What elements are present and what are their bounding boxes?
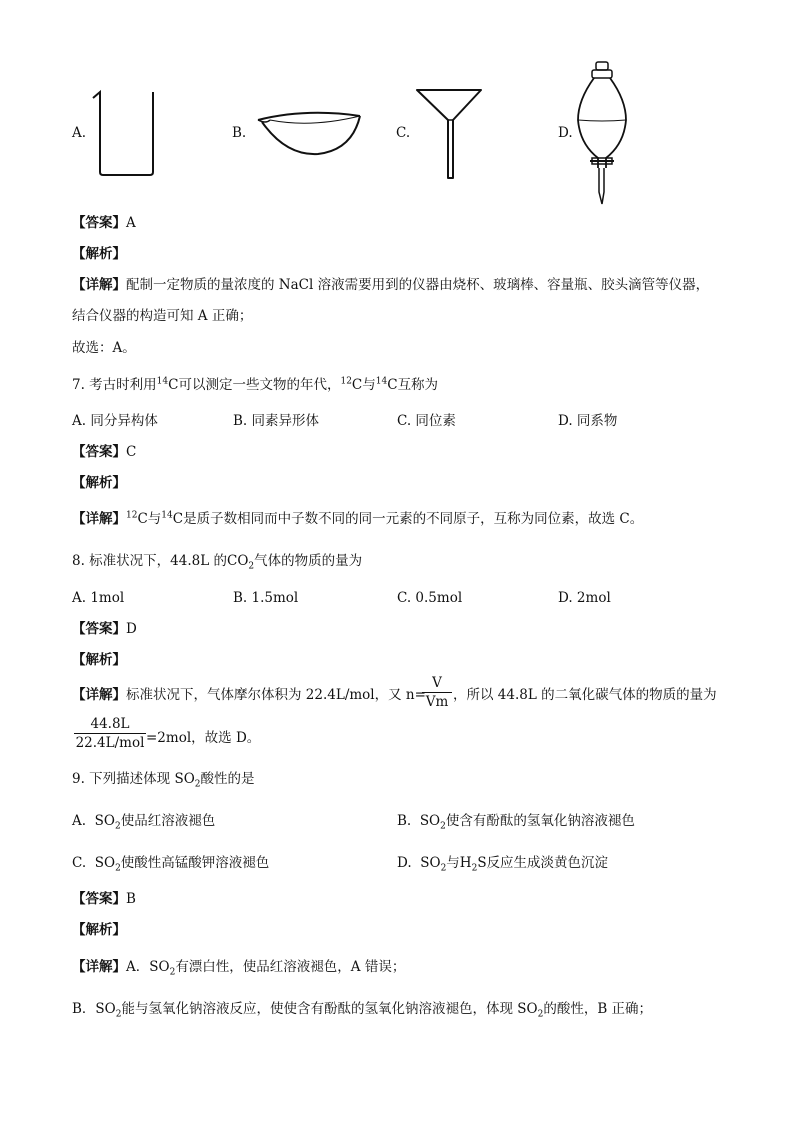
option-letter: C.: [72, 855, 87, 871]
analysis-tag: 【解析】: [72, 475, 126, 491]
option-d-letter: D.: [558, 125, 573, 141]
subscript: 2: [194, 779, 201, 790]
answer-value: A: [126, 215, 136, 231]
q9-option-a: [72, 812, 215, 830]
fraction-v-over-vm: [422, 675, 452, 710]
stem-text: 互称为: [397, 377, 439, 393]
mass-number: 12: [126, 510, 138, 521]
detail-text: B．SO: [72, 1001, 116, 1017]
denominator: 22.4L/mol: [75, 735, 145, 751]
option-text: 使含有酚酞的氢氧化钠溶液褪色: [445, 813, 635, 829]
q7-answer-line: [72, 443, 136, 461]
denominator: Vm: [425, 694, 449, 710]
subscript: 2: [440, 821, 446, 832]
element-symbol: C: [351, 377, 363, 393]
q9-option-b: [397, 812, 635, 830]
q8-option-c: C. 0.5mol: [397, 590, 463, 606]
q8-option-d: D. 2mol: [558, 590, 611, 606]
q8-detail-part2: ，所以 44.8L 的二氧化碳气体的物质的量为: [453, 687, 717, 703]
subscript: 2: [169, 967, 176, 978]
formula: SO: [94, 855, 116, 871]
q7-option-a: A. 同分异构体: [72, 413, 158, 429]
analysis-tag: 【解析】: [72, 652, 126, 668]
option-letter: D.: [397, 855, 412, 871]
q7-stem: [72, 376, 438, 394]
analysis-tag: 【解析】: [72, 246, 126, 262]
answer-value: C: [126, 444, 137, 460]
detail-tag: 【详解】: [72, 959, 126, 975]
subscript: 2: [537, 1009, 544, 1020]
q9-option-d: [397, 854, 608, 872]
formula: SO: [420, 855, 441, 871]
formula: S: [477, 855, 487, 871]
q6-detail-line1: [72, 276, 709, 294]
detail-text: 是质子数相同而中子数不同的同一元素的不同原子，互称为同位素，故选 C。: [183, 511, 644, 527]
option-c-letter: C.: [396, 125, 411, 141]
q9-stem: [72, 770, 255, 788]
mass-number: 14: [375, 376, 388, 387]
stem-text: 9. 下列描述体现 SO: [72, 771, 195, 787]
detail-tag: 【详解】: [72, 511, 126, 527]
q6-answer-line: [72, 214, 136, 232]
q7-option-c: C. 同位素: [397, 413, 456, 429]
q7-option-b: B. 同素异形体: [233, 413, 320, 429]
option-text: 反应生成淡黄色沉淀: [486, 855, 609, 871]
q6-detail-line2: 结合仪器的构造可知 A 正确；: [72, 308, 253, 324]
option-b-letter: B.: [232, 125, 247, 141]
detail-text: 的酸性，B 正确；: [543, 1001, 653, 1017]
analysis-tag: 【解析】: [72, 922, 126, 938]
detail-text: 与: [147, 511, 162, 527]
detail-tag: 【详解】: [72, 277, 126, 293]
detail-text: 有漂白性，使品红溶液褪色，A 错误；: [175, 959, 406, 975]
stem-text: 8. 标准状况下，44.8L 的: [72, 553, 227, 569]
formula: SO: [419, 813, 441, 829]
q9-detail-a: [72, 958, 405, 976]
element-symbol: C: [387, 377, 398, 393]
element-symbol: C: [172, 511, 184, 527]
subscript: 2: [471, 863, 478, 874]
q8-option-a: A. 1mol: [72, 590, 125, 606]
numerator: V: [432, 675, 442, 691]
answer-tag: 【答案】: [72, 444, 126, 460]
subscript: 2: [248, 561, 255, 572]
stem-text: 可以测定一些文物的年代，: [178, 377, 341, 393]
stem-text: 7. 考古时利用: [72, 377, 157, 393]
subscript: 2: [114, 821, 121, 832]
option-letter: A.: [72, 813, 87, 829]
element-symbol: C: [137, 511, 148, 527]
detail-text: A．SO: [126, 959, 170, 975]
q9-answer-line: [72, 890, 136, 908]
option-text: 使品红溶液褪色: [120, 813, 216, 829]
q8-option-b: B. 1.5mol: [233, 590, 299, 606]
formula: CO: [227, 553, 249, 569]
q8-detail-part1: [72, 686, 426, 704]
stem-text: 酸性的是: [200, 771, 255, 787]
stem-text: 气体的物质的量为: [254, 553, 363, 569]
q7-detail: [72, 510, 643, 528]
formula: H: [459, 855, 472, 871]
q9-option-c: [72, 854, 269, 872]
formula: SO: [94, 813, 115, 829]
q8-answer-line: [72, 620, 137, 638]
mass-number: 14: [161, 510, 173, 521]
q9-detail-b: [72, 1000, 652, 1018]
mass-number: 14: [156, 376, 169, 387]
mass-number: 12: [340, 376, 352, 387]
fraction-moles: [74, 716, 146, 751]
detail-text: 能与氢氧化钠溶液反应，使使含有酚酞的氢氧化钠溶液褪色，体现 SO: [121, 1001, 538, 1017]
beaker-icon: [90, 88, 160, 178]
option-letter: B.: [397, 813, 412, 829]
q6-conclusion: 故选：A。: [72, 340, 136, 356]
detail-text: 配制一定物质的量浓度的 NaCl 溶液需要用到的仪器由烧杯、玻璃棒、容量瓶、胶头滴管等仪器，: [126, 277, 710, 293]
option-text: 使酸性高锰酸钾溶液褪色: [120, 855, 270, 871]
answer-tag: 【答案】: [72, 621, 126, 637]
answer-tag: 【答案】: [72, 891, 126, 907]
answer-value: B: [126, 891, 136, 907]
evaporating-dish-icon: [256, 106, 366, 158]
funnel-icon: [415, 88, 485, 182]
q8-detail-part3: =2mol，故选 D。: [146, 730, 261, 746]
subscript: 2: [440, 863, 447, 874]
option-a-letter: A.: [72, 125, 87, 141]
answer-tag: 【答案】: [72, 215, 126, 231]
option-text: 与: [446, 855, 460, 871]
subscript: 2: [115, 1009, 122, 1020]
detail-tag: 【详解】: [72, 687, 126, 703]
answer-value: D: [126, 621, 137, 637]
q7-option-d: D. 同系物: [558, 413, 618, 429]
q8-stem: [72, 552, 362, 570]
stem-text: 与: [362, 377, 376, 393]
numerator: 44.8L: [90, 716, 130, 732]
detail-text: 标准状况下，气体摩尔体积为 22.4L/mol，又 n=: [126, 687, 426, 703]
separatory-funnel-icon: [574, 60, 634, 210]
element-symbol: C: [168, 377, 179, 393]
subscript: 2: [115, 863, 121, 874]
